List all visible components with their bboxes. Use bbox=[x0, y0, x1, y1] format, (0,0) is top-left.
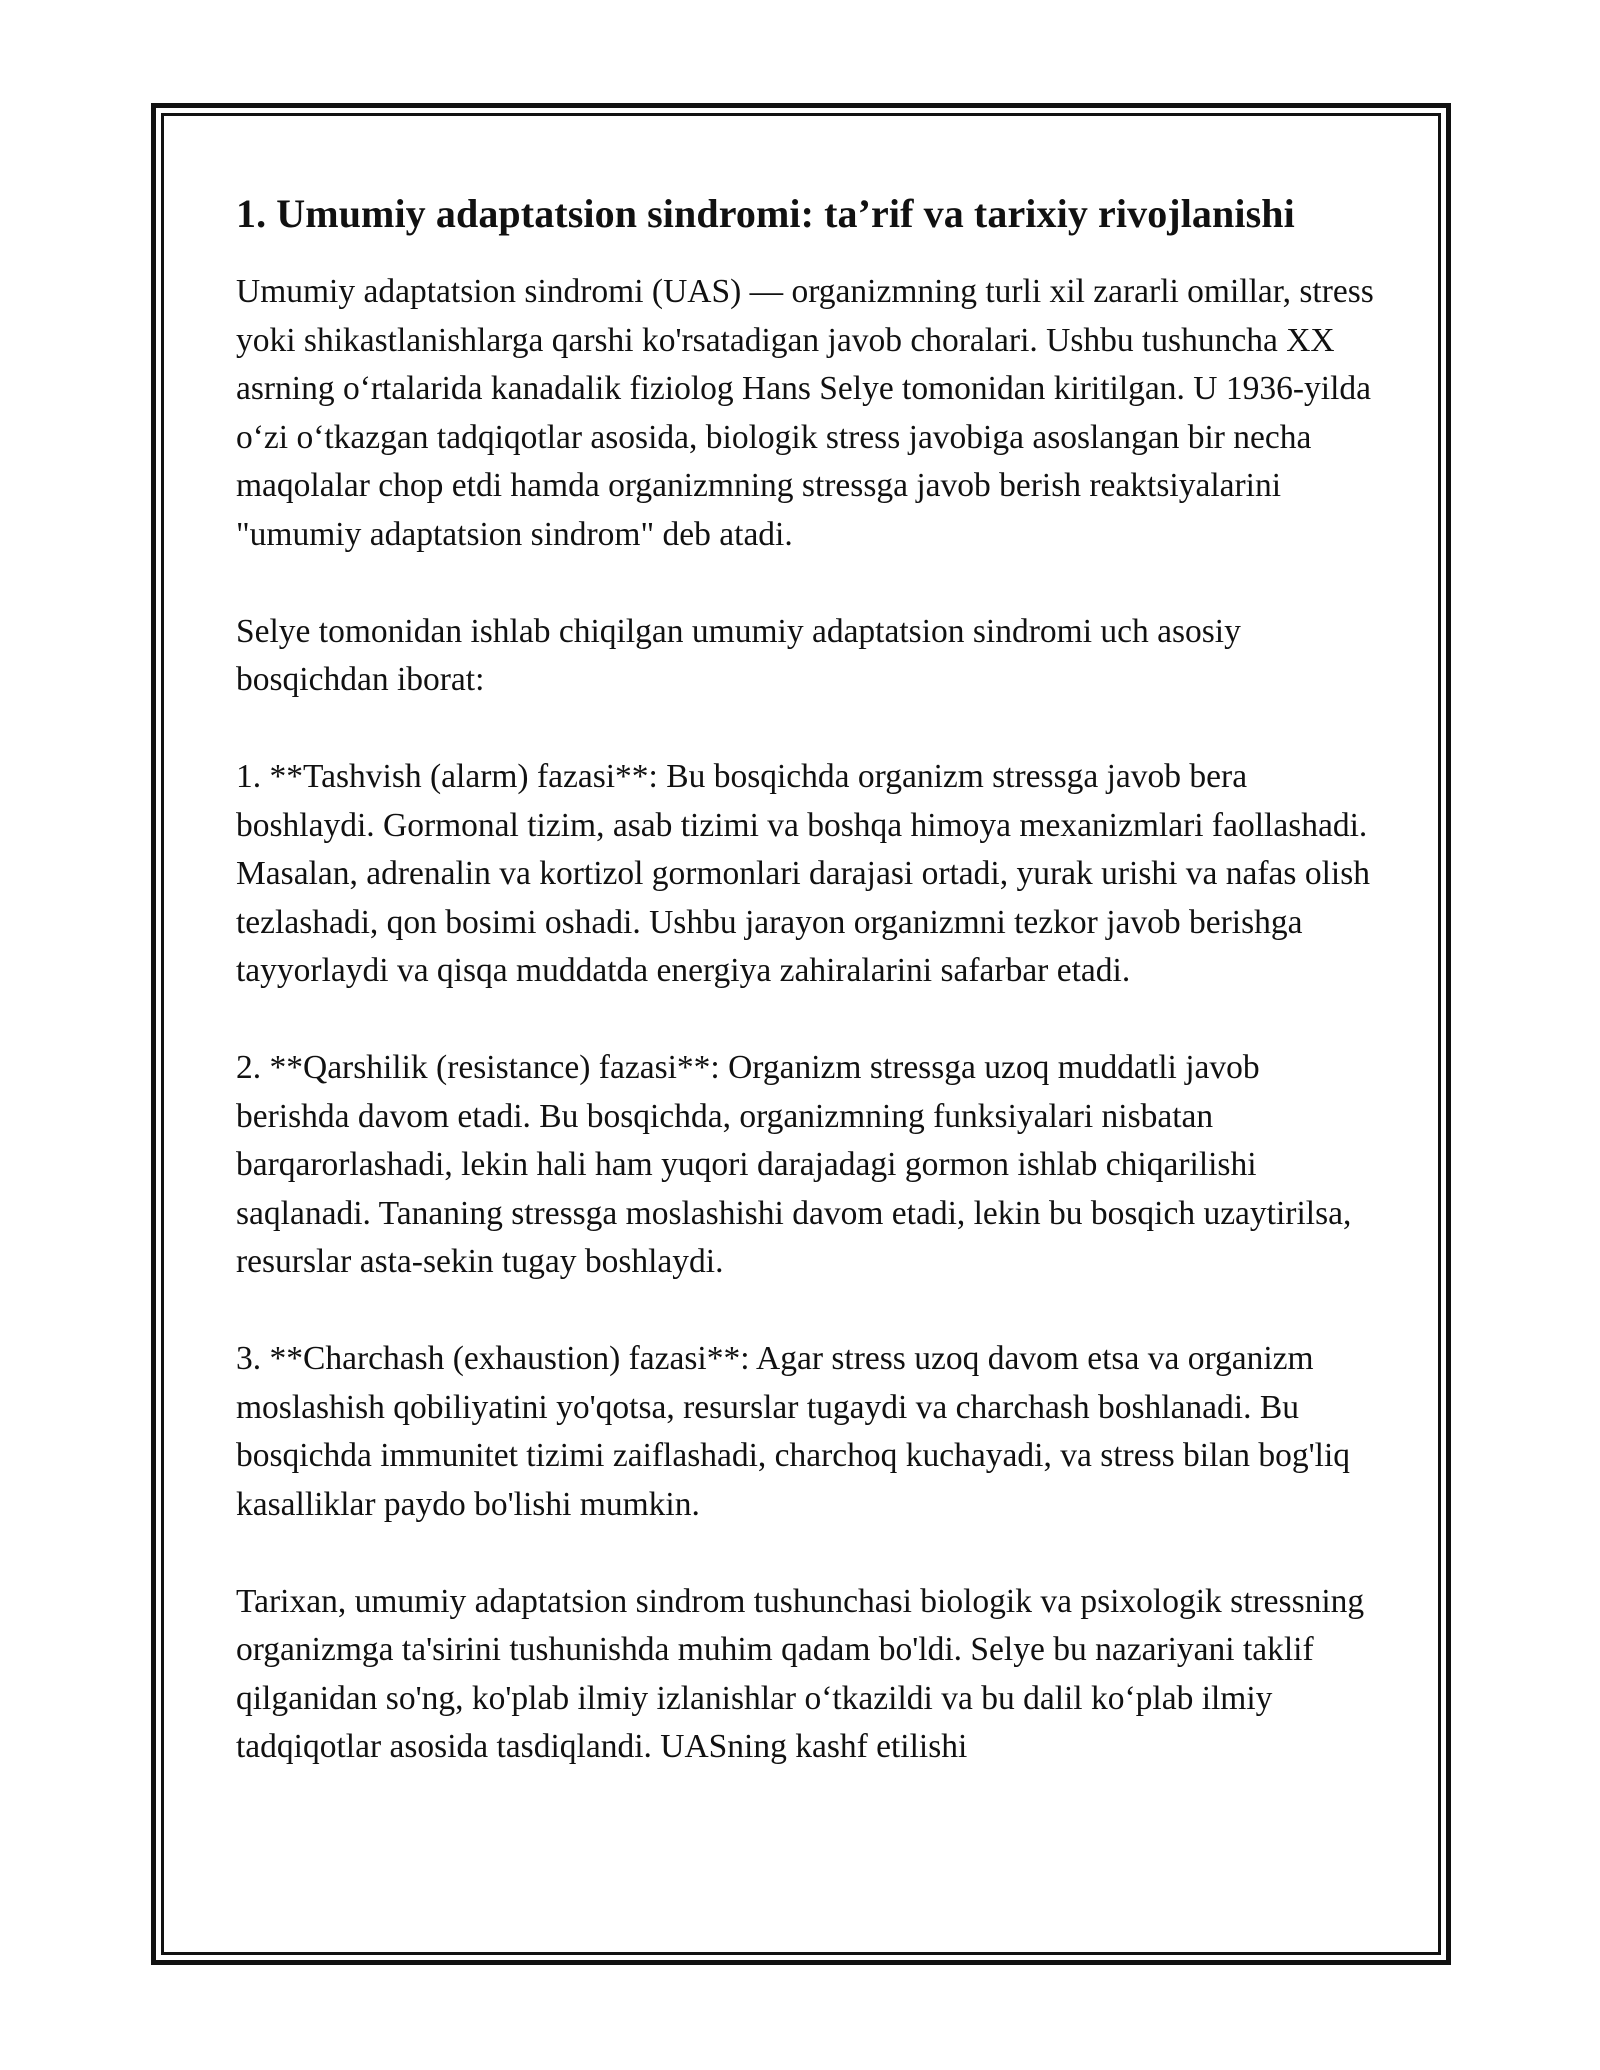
paragraph-stages-intro: Selye tomonidan ishlab chiqilgan umumiy adaptatsion sindromi uch asosiy bosqichdan iborat: bbox=[236, 612, 1241, 698]
paragraph-definition: Umumiy adaptatsion sindromi (UAS) — organizmning turli xil zararli omillar, stress yoki shikastlanishlarga qarshi ko'rsatadigan javob choralari. Ushbu tushuncha XX asrning oʻrtalarida kanadalik fiziolog Hans Selye tomonidan kiritilgan. U 1936-yilda oʻzi oʻtkazgan tadqiqotlar asosida, biologik stress javobiga asoslangan bir necha maqolalar chop etdi hamda organizmning stressga javob berish reaktsiyalarini "umumiy adaptatsion sindrom" deb atadi. bbox=[236, 273, 1374, 553]
section-heading: 1. Umumiy adaptatsion sindromi: ta’rif va tarixiy rivojlanishi bbox=[236, 191, 1295, 236]
document-body bbox=[236, 186, 1376, 1772]
paragraph-stage-exhaustion: 3. **Charchash (exhaustion) fazasi**: Agar stress uzoq davom etsa va organizm moslashish qobiliyatini yo'qotsa, resurslar tugaydi va charchash boshlanadi. Bu bosqichda immunitet tizimi zaiflashadi, charchoq kuchayadi, va stress bilan bog'liq kasalliklar paydo bo'lishi mumkin. bbox=[236, 1340, 1351, 1523]
paragraph-history: Tarixan, umumiy adaptatsion sindrom tushunchasi biologik va psixologik stressning organizmga ta'sirini tushunishda muhim qadam bo'ldi. Selye bu nazariyani taklif qilganidan so'ng, ko'plab ilmiy izlanishlar oʻtkazildi va bu dalil koʻplab ilmiy tadqiqotlar asosida tasdiqlandi. UASning kashf etilishi bbox=[236, 1582, 1365, 1765]
paragraph-stage-alarm: 1. **Tashvish (alarm) fazasi**: Bu bosqichda organizm stressga javob bera boshlaydi. Gormonal tizim, asab tizimi va boshqa himoya mexanizmlari faollashadi. Masalan, adrenalin va kortizol gormonlari darajasi ortadi, yurak urishi va nafas olish tezlashadi, qon bosimi oshadi. Ushbu jarayon organizmni tezkor javob berishga tayyorlaydi va qisqa muddatda energiya zahiralarini safarbar etadi. bbox=[236, 758, 1370, 989]
paragraph-stage-resistance: 2. **Qarshilik (resistance) fazasi**: Organizm stressga uzoq muddatli javob berishda davom etadi. Bu bosqichda, organizmning funksiyalari nisbatan barqarorlashadi, lekin hali ham yuqori darajadagi gormon ishlab chiqarilishi saqlanadi. Tananing stressga moslashishi davom etadi, lekin bu bosqich uzaytirilsa, resurslar asta-sekin tugay boshlaydi. bbox=[236, 1049, 1352, 1280]
